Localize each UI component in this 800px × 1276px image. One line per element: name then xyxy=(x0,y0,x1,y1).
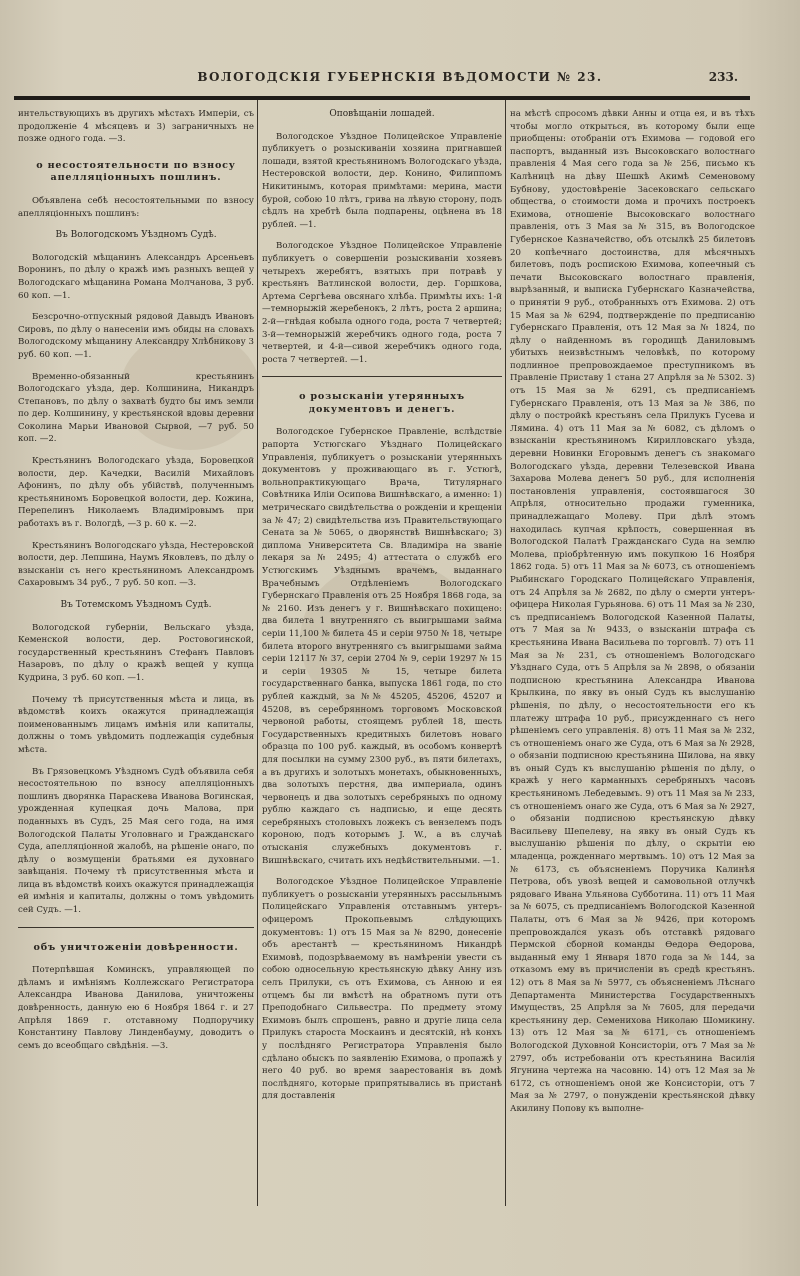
column-1 xyxy=(18,108,254,1256)
paragraph: Крестьянинъ Вологодскаго уѣзда, Нестеровской волости, дер. Лепшина, Наумъ Яковлевъ, по дѣлу о взысканіи съ него крестьяниномъ Александромъ Сахаровымъ 34 руб., 7 руб. 50 коп. —3. xyxy=(18,540,254,589)
paragraph: Вологодское Уѣздное Полицейское Управленіе публикуетъ о розысканіи утерянныхъ рассыльнымъ Полицейскаго Управленія отставнымъ унтеръ-офицеромъ Прокопьевымъ слѣдующихъ документовъ: 1) отъ 15 Мая за № 8290, донесеніе объ арестантѣ — крестьяниномъ Никандрѣ Ехимовѣ, подозрѣваемому въ намѣреніи увести съ собою односельную крестьянскую дѣвку Анну изъ селъ Прилуки, съ отъ Ехимова, съ Анною и ея отцемъ бы ли вмѣстѣ на обратномъ пути отъ Преподобнаго Сильвестра. По предмету этому Ехимовъ былъ спрошенъ, равно и другіе лица села Прилукъ староста Москаинъ и десятскій, нѣ конхъ у послѣдняго Регистратора Управленія было сдѣлано обыскъ по заявленію Ехимова, о пропажѣ у него 40 руб. во время заарестованія въ домѣ послѣдняго, которые припрятывались въ пристанѣ для доставленія xyxy=(262,877,502,1102)
paragraph: Крестьянинъ Вологодскаго уѣзда, Боровецкой волости, дер. Качедки, Василій Михайловъ Афонинъ, по дѣлу объ убійствѣ, полученнымъ крестьяниномъ Боровецкой волости, дер. Кожина, Перепелинъ Николаемъ Владиміровымъ при работахъ въ г. Вологдѣ, —3 р. 60 к. —2. xyxy=(18,456,254,530)
separator xyxy=(262,376,502,377)
column-2 xyxy=(262,108,502,1256)
section-heading: объ уничтоженіи довѣренности. xyxy=(33,941,239,953)
paragraph: Безсрочно-отпускный рядовой Давыдъ Ивановъ Сировъ, по дѣлу о нанесеніи имъ обиды на словахъ Вологодскому мѣщанину Александру Хлѣбникову 3 руб. 60 коп. —1. xyxy=(18,312,254,360)
paragraph: Вологодскій мѣщанинъ Александръ Арсеньевъ Воронинъ, по дѣлу о кражѣ имъ разныхъ вещей у Вологодскаго мѣщанина Романа Молчанова, 3 руб. 60 коп. —1. xyxy=(18,252,254,301)
subheading: Въ Вологодскомъ Уѣздномъ Судѣ. xyxy=(55,230,217,241)
subheading: Оповѣщаніи лошадей. xyxy=(329,109,435,119)
paragraph: Вологодское Губернское Правленіе, вслѣдствіе рапорта Устюгскаго Уѣзднаго Полицейскаго Управленія, публикуетъ о розысканіи утерянныхъ документовъ у проживающаго въ г. Устюгѣ, вольнопрактикующаго Врача, Титулярнаго Совѣтника Иліи Осипова Вишнѣвскаго, а именно: 1) метрическаго свидѣтельства о рожденіи и крещеніи за № 47; 2) свидѣтельства изъ Правительствующаго Сената за № 5065, о дворянствѣ Вишнѣвскаго; 3) диплома Университета Св. Владиміра на званіе лекаря за № 2495; 4) аттестата о службѣ его Устюгскимъ Уѣзднымъ врачемъ, выданнаго Врачебнымъ Отдѣленіемъ Вологодскаго Губернскаго Правленія отъ 25 Ноября 1868 года, за № 2160. Изъ денегъ у г. Вишнѣвскаго похищено: два билета 1 внутренняго съ выигрышами займа серіи 11,100 № билета 45 и серіи 9750 № 18, четыре билета второго внутренняго съ выигрышами займа серіи 12117 № 37, серіи 2704 № 9, серіи 19297 № 15 и серіи 19305 № 15, четыре билета государственнаго банка, выпуска 1861 года, по сто рублей каждый, за №№ 45205, 45206, 45207 и 45208, въ серебрянномъ торговомъ Московской червоной работы, стоящемъ рублей 18, шесть Государственныхъ кредитныхъ билетовъ новаго образца по 100 руб. каждый, въ особомъ конвертѣ для посылки на сумму 2300 руб., въ пяти билетахъ, а въ другихъ и золотыхъ монетахъ, обыкновенныхъ, два золотыхъ перстня, два империала, одинъ червонецъ и два золотыхъ серебряныхъ по одному рублю каждаго съ надписью, и еще десять серебряныхъ столовыхъ ложекъ съ вензелемъ подъ короною, подъ которымъ J. W., а въ случаѣ отысканія служебныхъ документовъ г. Вишнѣвскаго, считать ихъ недѣйствительными. —1. xyxy=(262,427,502,866)
paragraph: Потерпѣвшая Коминскъ, управляющей по дѣламъ и имѣніямъ Коллежскаго Регистратора Александра Иванова Данилова, уничтожены довѣренность, данную ею 6 Ноября 1864 г. и 27 Апрѣля 1869 г. отставному Подпоручику Константину Павлову Линденбауму, доводитъ о семъ до всеобщаго свѣдѣнія. —3. xyxy=(18,965,254,1051)
paragraph: Вологодское Уѣздное Полицейское Управленіе публикуетъ о совершеніи розыскиваніи хозяевъ четырехъ жеребятъ, взятыхъ при потравѣ у крестьянъ Ватлинской волости, дер. Горшкова, Артема Сергѣева овсянаго хлѣба. Примѣты ихъ: 1-й—темнорыжій жеребенокъ, 2 лѣтъ, роста 2 аршина; 2-й—гнѣдая кобыла одного года, роста 7 четвертей; 3-й—темнорыжій жеребчикъ одного года, роста 7 четвертей, и 4-й—сивой жеребчикъ одного года, роста 7 четвертей. —1. xyxy=(262,241,502,365)
paragraph: Объявлена себѣ несостоятельными по взносу апелляціонныхъ пошлинъ: xyxy=(18,195,254,219)
masthead xyxy=(0,68,800,90)
newspaper-title: ВОЛОГОДСКІЯ ГУБЕРНСКІЯ ВѢДОМОСТИ № 23. xyxy=(197,70,603,84)
paragraph: интельствующихъ въ другихъ мѣстахъ Имперіи, съ продолженіе 4 мѣсяцевъ и 3) заграничныхъ не позже одного года. —3. xyxy=(18,109,254,145)
paragraph: Вологодской губерніи, Вельскаго уѣзда, Кеменской волости, дер. Ростовогинской, государственный крестьянинъ Стефанъ Павловъ Назаровъ, по дѣлу о кражѣ вещей у купца Кудрина, 3 руб. 60 коп. —1. xyxy=(18,622,254,683)
column-3 xyxy=(510,108,755,1256)
header-rule xyxy=(14,96,750,100)
column-divider xyxy=(257,100,258,1206)
paragraph: Временно-обязанный крестьянинъ Вологодскаго уѣзда, дер. Колшинина, Никандръ Степановъ, по дѣлу о захватѣ будто бы имъ земли по дер. Колшинину, у крестьянской вдовы деревни Соколина Марьи Ивановой Сырвой, —7 руб. 50 коп. —2. xyxy=(18,371,254,445)
paragraph: Вологодское Уѣздное Полицейское Управленіе публикуетъ о розыскиваніи хозяина пригнавшей лошади, взятой крестьяниномъ Вологодскаго уѣзда, Нестеровской волости, дер. Конино, Филиппомъ Никитинымъ, которая примѣтами: мерина, масти бурой, собою 10 лѣтъ, грива на лѣвую сторону, подъ сѣдлъ на хребтѣ была подпарены, оцѣнена въ 18 рублей. —1. xyxy=(262,131,502,230)
section-heading: о несостоятельности по взносу апелляціонныхъ пошлинъ. xyxy=(36,159,236,184)
paragraph: на мѣстѣ спросомъ дѣвки Анны и отца ея, и въ тѣхъ чтобы могло открыться, въ которому были еще приобщены: отобраніи отъ Ехимова — годовой его паспортъ, выданный изъ Высоковскаго волостнаго правленія 4 Мая сего года за № 256, письмо къ Калѣницѣ на дѣву Шешкѣ Акимѣ Семеновому Бубнову, удостовѣреніе Засековскаго сельскаго общества, о стоимости дома и прочихъ построекъ Ехимова, отношеніе Высоковскаго волостнаго правленія, отъ 3 Мая за № 315, въ Вологодское Губернское Казначейство, объ отсылкѣ 25 билетовъ 20 копѣечнаго достоинства, для мѣсячныхъ билетовъ, подъ роспискою Ехимова, копеечный съ печати Высоковскаго волостнаго правленія, вырѣзанный, и выписка Губернскаго Казначейства, о принятіи 9 руб., отобранныхъ отъ Ехимова. 2) отъ 15 Мая за № 6294, подтвержденіе по предписанію Губернскаго Правленія, отъ 12 Мая за № 1824, по дѣлу о найденномъ въ городищѣ Даниловымъ убитыхъ неизвѣстнымъ человѣкѣ, по которому подлинное препровождаемое преступникомъ въ Правленіе Приставу 1 стана 27 Апрѣля за № 5302. 3) отъ 15 Мая за № 6291, съ предписаніемъ Губернскаго Правленія, отъ 13 Мая за № 386, по дѣлу о постройкѣ крестьянъ села Прилукъ Гусева и Лямина. 4) отъ 11 Мая за № 6082, съ дѣломъ о взысканіи крестьяниномъ Кирилловскаго уѣзда, деревни Новинки Егоровымъ денегъ съ знакомаго Вологодскаго уѣзда, деревни Телезевской Ивана Захарова Молева денегъ 50 руб., для исполненія постановленія управленія, состоявшагося 30 Апрѣля, относительно продажи гуменника, принадлежащаго Молеву. При дѣлѣ этомъ находилась купчая крѣпость, совершенная въ Вологодской Палатѣ Гражданскаго Суда на землю Молева, пріобрѣтенную имъ покупкою 16 Ноября 1862 года. 5) отъ 11 Мая за № 6073, съ отношеніемъ Рыбинскаго Городскаго Полицейскаго Управленія, отъ 24 Апрѣля за № 2682, по дѣлу о смерти унтеръ-офицера Николая Гурьянова. 6) отъ 11 Мая за № 230, съ предписаніемъ Вологодской Казенной Палаты, отъ 7 Мая за № 9433, о взысканіи штрафа съ крестьянина Ивана Васильева по торговлѣ. 7) отъ 11 Мая за № 231, съ отношеніемъ Вологодскаго Уѣзднаго Суда, отъ 5 Апрѣля за № 2898, о обязаніи подписною крестьянина Александра Иванова Крылкина, по явку въ оный Судъ къ выслушанію рѣшенія, по дѣлу, о несостоятельности его къ платежу штрафа 10 руб., присужденнаго съ него рѣшеніемъ сего управленія. 8) отъ 11 Мая за № 232, съ отношеніемъ онаго же Суда, отъ 6 Мая за № 2928, о обязаніи подписною крестьянина Шилова, на явку въ оный Судъ къ выслушанію рѣшенія по дѣлу, о кражѣ у него карманныхъ серебряныхъ часовъ крестьяниномъ Лебедевымъ. 9) отъ 11 Мая за № 233, съ отношеніемъ онаго же Суда, отъ 6 Мая за № 2927, о обязаніи подписною крестьянскую дѣвку Васильеву Шепелеву, на явку въ оный Судъ къ выслушанію рѣшенія по дѣлу, о скрытіи ею младенца, рожденнаго мертвымъ. 10) отъ 12 Мая за № 6173, съ объясненіемъ Поручика Калинѣя Петрова, объ увозѣ вещей и самовольной отлучкѣ рядоваго Ивана Ульянова Субботина. 11) отъ 11 Мая за № 6075, съ предписаніемъ Вологодской Казенной Палаты, отъ 6 Мая за № 9426, при которомъ препровождался указъ объ отставкѣ рядоваго Пермской сборной команды Ѳедора Ѳедорова, выданный ему 1 Января 1870 года за № 144, за отказомъ ему въ причисленіи въ средѣ крестьянъ. 12) отъ 8 Мая за № 5977, съ объясненіемъ Лѣснаго Департамента Министерства Государственныхъ Имуществъ, 25 Апрѣля за № 7605, для передачи крестьянину дер. Семенихова Николаю Шомикину. 13) отъ 12 Мая за № 6171, съ отношеніемъ Вологодской Духовной Консисторіи, отъ 7 Мая за № 2797, объ истребованіи отъ крестьянина Василія Ягунина чертежа на часовню. 14) отъ 12 Мая за № 6172, съ отношеніемъ оной же Консисторіи, отъ 7 Мая за № 2797, о понужденіи крестьянской дѣвку Акилину Попову къ выполне- xyxy=(510,109,755,1114)
section-heading: о розысканіи утерянныхъ документовъ и денегъ. xyxy=(299,391,465,415)
page-number: 233. xyxy=(708,70,738,84)
column-divider xyxy=(505,100,506,1206)
paragraph: Въ Грязовецкомъ Уѣздномъ Судѣ объявила себя несостоятельною по взносу апелляціонныхъ пошлинъ дворянка Параскева Иванова Вогинская, урожденная купецкая дочь Малова, при поданныхъ въ Судъ, 25 Мая сего года, на имя Вологодской Палаты Уголовнаго и Гражданскаго Суда, апелляціонной жалобѣ, на рѣшеніе онаго, по дѣлу о возмущеніи братьями ея духовнаго завѣщанія. Почему тѣ присутственныя мѣста и лица въ вѣдомствѣ коихъ окажутся принадлежащія ей имѣнія и капиталы, должны о томъ увѣдомить сей Судъ. —1. xyxy=(18,766,254,916)
paragraph: Почему тѣ присутственныя мѣста и лица, въ вѣдомствѣ коихъ окажутся принадлежащія поименованнымъ лицамъ имѣнія или капиталы, должны о томъ увѣдомить подлежащія судебныя мѣста. xyxy=(18,694,254,755)
subheading: Въ Тотемскомъ Уѣздномъ Судѣ. xyxy=(60,600,212,610)
separator xyxy=(18,927,254,928)
